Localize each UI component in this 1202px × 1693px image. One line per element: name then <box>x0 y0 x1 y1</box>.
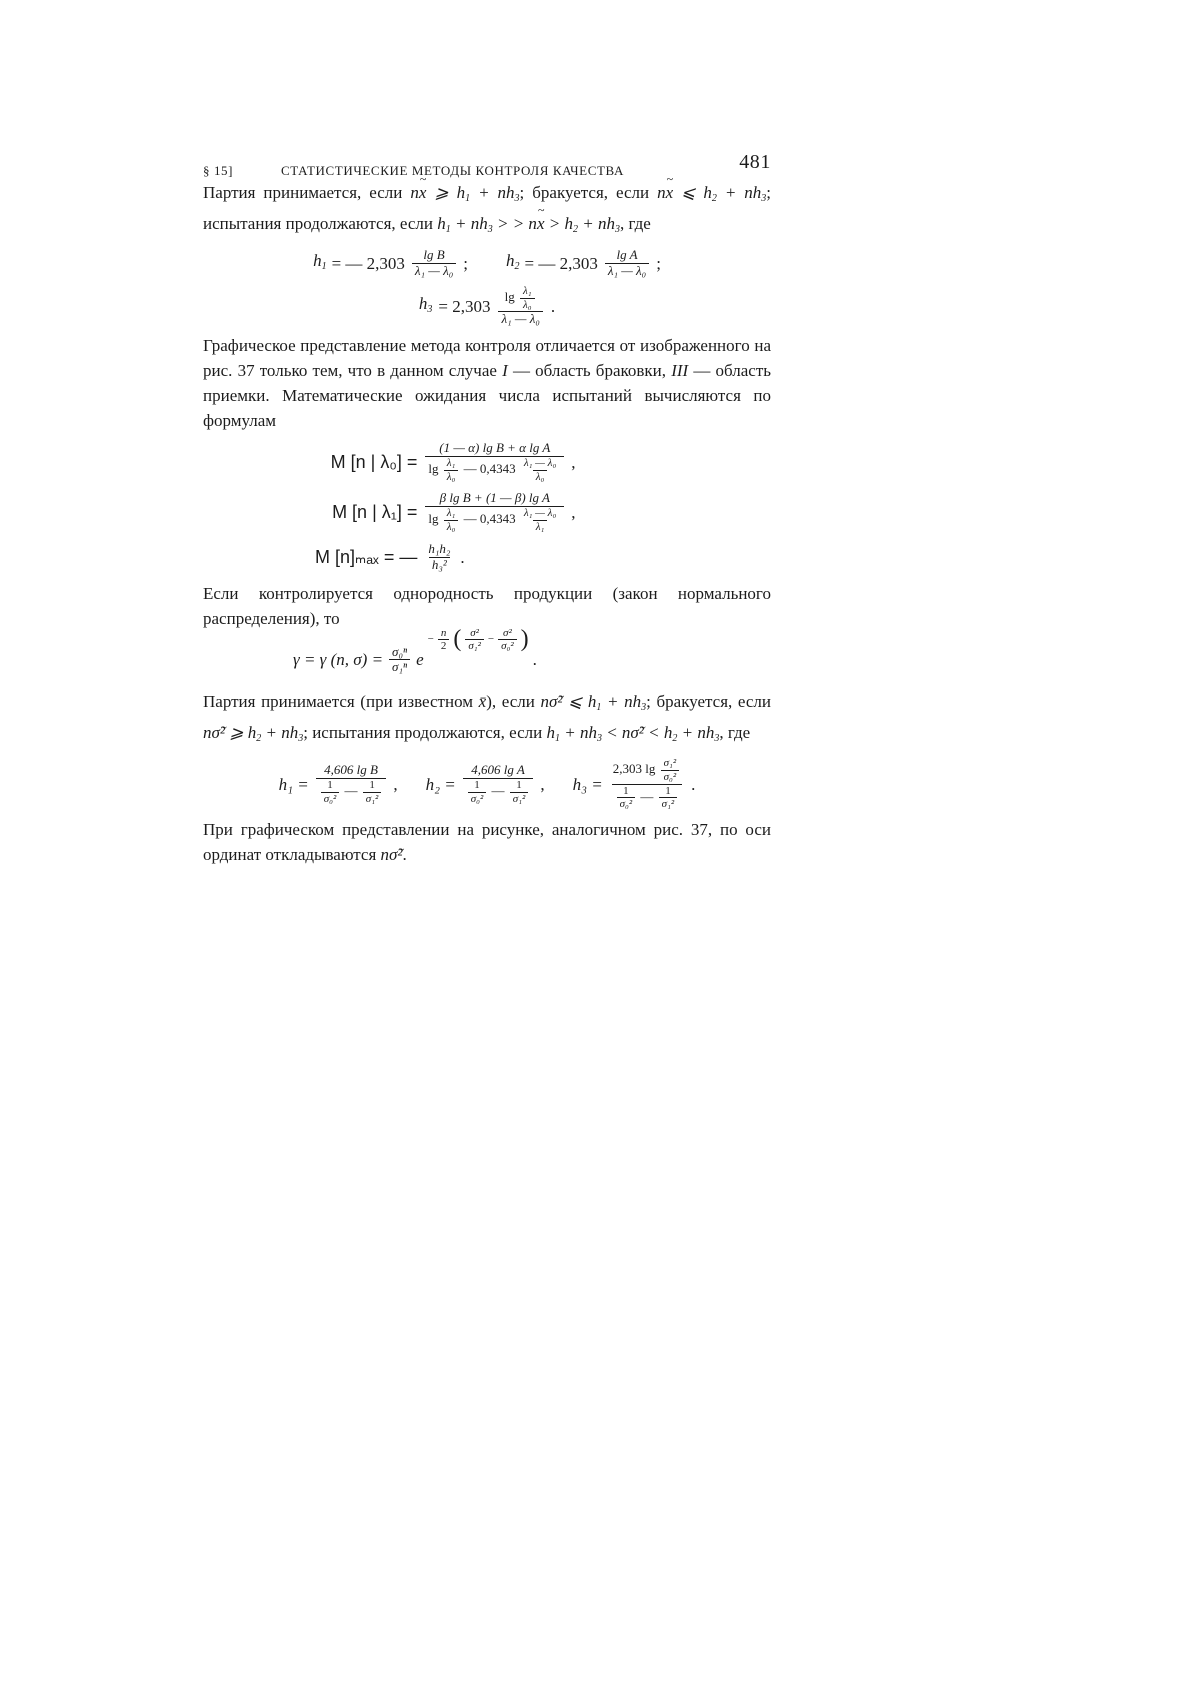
paragraph-graphical: Графическое представление метода контроля отличается от изображенного на рис. 37 только тем, что в данном случае I — область браковки, III — область приемки. Математические ожидания числа испытаний вычисляются по формулам <box>203 336 771 431</box>
formula-gamma: γ = γ (n, σ) = $\frac{\text{σ₀ⁿ}}{\text{σ₁ⁿ}}$ e − $\frac{n}{2}$ ( $\frac{\text{σ²}}{\text{σ₁²}}$ − $\frac{\text{σ²}}{\text{σ₀²}}$ ) . <box>293 626 537 675</box>
paragraph-acceptance-variance: Партия принимается (при известном x̄), если nσ̃² ⩽ $h_1 + nh_3$; бракуется, если nσ̃² ⩾ $h_2 + nh_3$; испытания продолжаются, если $h_1 + nh_3$ < nσ̃² < $h_2 + nh_3$, где <box>203 692 772 745</box>
running-title: СТАТИСТИЧЕСКИЕ МЕТОДЫ КОНТРОЛЯ КАЧЕСТВА <box>281 163 624 178</box>
paragraph-acceptance-mean: Партия принимается, если n~ x ⩾ $h_1 + nh_3$; бракуется, если n~ x ⩽ $h_2 + nh_3$; испытания продолжаются, если $h_1 + nh_3$ > > n~ $x > h_2 + nh_3$, где <box>203 180 771 242</box>
formula-h1-h2: $h_1$ = — 2,303 $\frac{\text{lg B}}{\text{λ₁ — λ₀}}$ ; $h_2$ = — 2,303 $\frac{\text{lg A}}{\text{λ₁ — λ₀}}$ ; <box>313 247 661 278</box>
paragraph-final: При графическом представлении на рисунке, аналогичном рис. 37, по оси ординат откладываются nσ̃². <box>203 819 771 864</box>
running-header <box>203 150 771 180</box>
page-number: 481 <box>739 151 771 173</box>
page <box>203 150 771 867</box>
paragraph-homogeneity: Если контролируется однородность продукции (закон нормального распределения), то <box>203 583 771 628</box>
section-number: § 15] <box>203 163 234 178</box>
formula-expectations: M [n | λ₀] = (1 — α) lg B + α lg A lg $\frac{\text{λ₁}}{\text{λ₀}}$ — 0,4343 $\frac{\text{λ₁ — λ₀}}{\text{λ₀}}$ , M [n | λ₁] = β lg B + (1 — β) lg A lg $\frac{\text{λ₁}}{\text{λ₀}}$ — 0,4343 $\frac{\text{λ₁ — λ₀}}{\text{λ₁}}$ , M [n]ₘₐₓ = — $\frac{\text{h₁h₂}}{\text{h₃²}}$ . <box>315 440 576 572</box>
formula-h-variance: h₁ = 4,606 lg B $\frac{1}{\text{σ₀²}}$ — $\frac{1}{\text{σ₁²}}$ , h₂ = 4,606 lg A $\frac{1}{\text{σ₀²}}$ — $\frac{1}{\text{σ₁²}}$ , h₃ = 2,303 lg $\frac{\text{σ₁²}}{\text{σ₀²}}$ $\frac{1}{\text{σ₀²}}$ — $\frac{1}{\text{σ₁²}}$ . <box>278 757 696 811</box>
formula-h3: $h_3$ = 2,303 lg $\frac{\text{λ₁}}{\text{λ₀}}$ λ₁ — λ₀ . <box>418 285 556 327</box>
